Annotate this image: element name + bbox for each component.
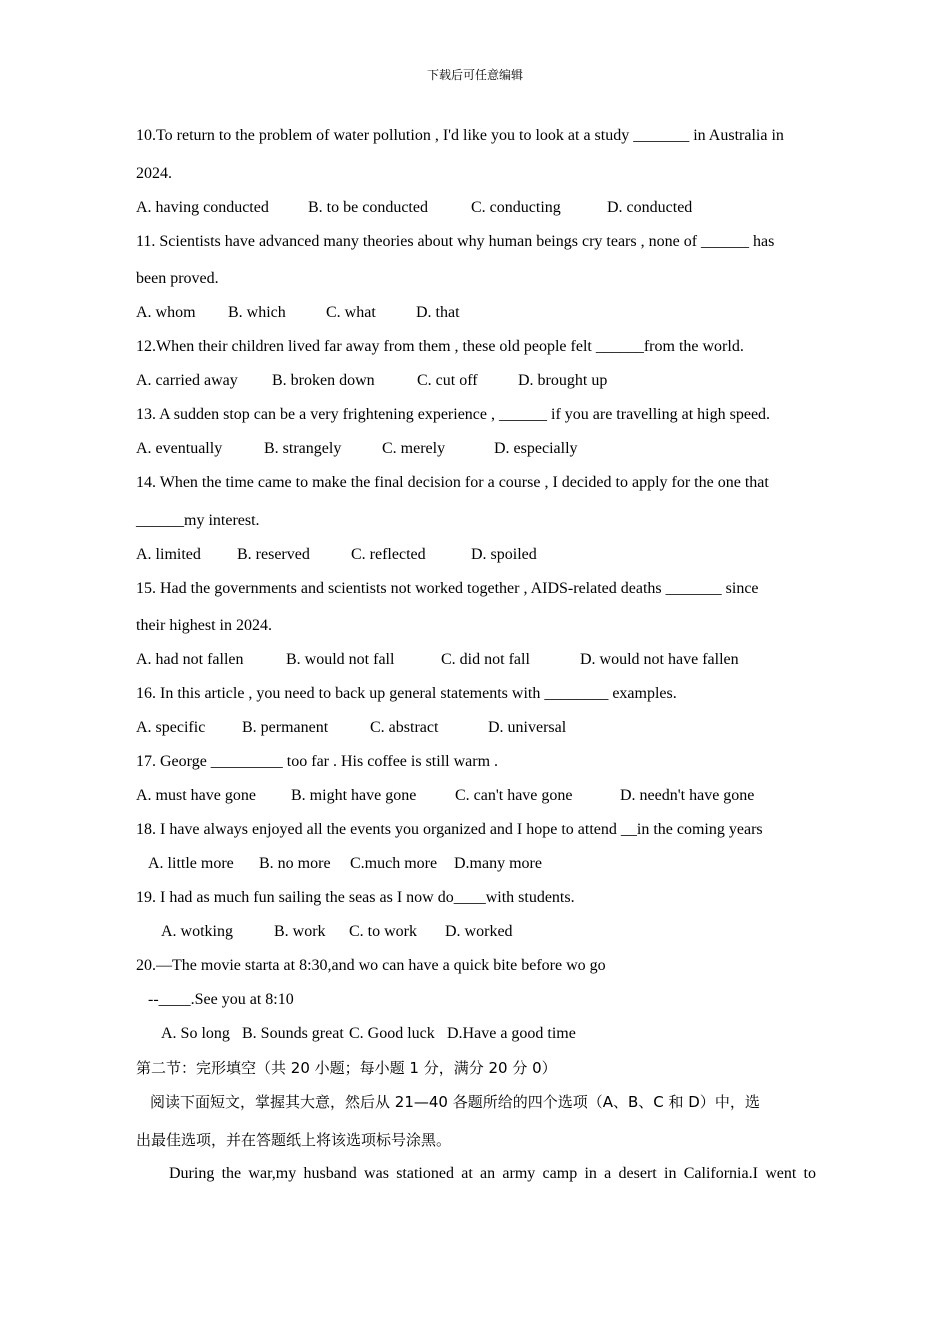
option-d: D. worked [445, 923, 513, 940]
option-b: B. work [274, 923, 326, 940]
option-d: D. especially [494, 440, 578, 457]
section-2-title: 第二节：完形填空（共 20 小题；每小题 1 分，满分 20 分 0） [136, 1059, 557, 1077]
option-b: B. which [228, 304, 286, 321]
option-a: A. wotking [161, 923, 233, 940]
option-c: C. merely [382, 440, 446, 457]
option-d: D. universal [488, 719, 567, 736]
question-18-options [136, 847, 816, 881]
question-11-stem: 11. Scientists have advanced many theories about why human beings cry tears , none of ______ has [136, 232, 775, 250]
question-16-options [136, 711, 816, 745]
question-11-options [136, 296, 816, 330]
option-d: D.many more [454, 855, 542, 872]
question-11-stem-cont: been proved. [136, 270, 219, 287]
option-c: C. conducting [471, 198, 561, 216]
section-2-instruction: 阅读下面短文，掌握其大意，然后从 21—40 各题所给的四个选项（A、B、C 和 D）中，选 [150, 1093, 760, 1111]
option-a: A. specific [136, 719, 206, 736]
option-d: D. that [416, 304, 460, 321]
question-15-stem: 15. Had the governments and scientists not worked together , AIDS-related deaths _______ since [136, 579, 759, 597]
page-header: 下载后可任意编辑 [426, 68, 523, 82]
option-c: C. abstract [370, 719, 439, 736]
section-2-instruction-cont: 出最佳选项，并在答题纸上将该选项标号涂黑。 [136, 1130, 452, 1149]
option-d: D. spoiled [471, 545, 537, 563]
option-a: A. whom [136, 304, 196, 321]
option-d: D. needn't have gone [620, 787, 755, 804]
question-18-stem: 18. I have always enjoyed all the events you organized and I hope to attend __in the coming years [136, 821, 763, 838]
option-b: B. permanent [242, 719, 329, 736]
option-c: C. can't have gone [455, 787, 573, 804]
option-a: A. had not fallen [136, 651, 244, 668]
option-a: A. carried away [136, 372, 238, 389]
option-c: C. what [326, 304, 376, 321]
option-b: B. broken down [272, 372, 375, 389]
question-10-options [136, 191, 816, 225]
question-12-options [136, 364, 816, 398]
option-a: A. little more [148, 855, 234, 872]
question-15-stem-cont: their highest in 2024. [136, 617, 272, 634]
question-19-options [136, 915, 816, 949]
question-17-options [136, 779, 816, 813]
option-b: B. reserved [237, 545, 310, 563]
question-10-stem: 10.To return to the problem of water pollution , I'd like you to look at a study _______ in Australia in [136, 127, 784, 144]
option-d: D.Have a good time [447, 1025, 576, 1042]
question-14-options [136, 538, 816, 572]
question-16-stem: 16. In this article , you need to back up general statements with ________ examples. [136, 685, 677, 702]
option-a: A. eventually [136, 440, 223, 457]
option-d: D. would not have fallen [580, 651, 739, 668]
exam-content [136, 119, 816, 1191]
option-a: A. having conducted [136, 198, 269, 216]
option-a: A. limited [136, 545, 201, 563]
option-c: C. Good luck [349, 1025, 435, 1042]
option-c: C. cut off [417, 372, 478, 389]
option-d: D. conducted [607, 198, 693, 216]
option-b: B. Sounds great [242, 1025, 344, 1042]
question-13-stem: 13. A sudden stop can be a very frightening experience , ______ if you are travelling at high speed. [136, 406, 771, 423]
passage-paragraph: During the war,my husband was stationed at an army camp in a desert in California.I went to [169, 1164, 816, 1182]
question-14-stem-cont: ______my interest. [136, 511, 260, 529]
question-15-options [136, 643, 816, 677]
question-14-stem: 14. When the time came to make the final decision for a course , I decided to apply for the one that [136, 474, 769, 491]
question-13-options [136, 432, 816, 466]
question-17-stem: 17. George _________ too far . His coffee is still warm . [136, 753, 499, 770]
option-b: B. might have gone [291, 787, 417, 804]
option-c: C.much more [350, 855, 438, 872]
option-b: B. to be conducted [308, 198, 428, 216]
option-a: A. must have gone [136, 787, 256, 804]
question-20-options [136, 1017, 816, 1051]
option-c: C. reflected [351, 545, 426, 563]
question-12-stem: 12.When their children lived far away from them , these old people felt ______from the world. [136, 338, 744, 355]
option-c: C. did not fall [441, 651, 530, 668]
question-19-stem: 19. I had as much fun sailing the seas as I now do____with students. [136, 889, 575, 906]
question-10-stem-cont: 2024. [136, 164, 172, 182]
option-b: B. strangely [264, 440, 342, 457]
option-b: B. no more [259, 855, 331, 872]
option-b: B. would not fall [286, 651, 395, 668]
option-d: D. brought up [518, 372, 608, 389]
question-20-stem: 20.—The movie starta at 8:30,and wo can have a quick bite before wo go [136, 957, 606, 974]
option-a: A. So long [161, 1025, 230, 1042]
question-20-reply: --____.See you at 8:10 [148, 991, 294, 1008]
option-c: C. to work [349, 923, 417, 940]
